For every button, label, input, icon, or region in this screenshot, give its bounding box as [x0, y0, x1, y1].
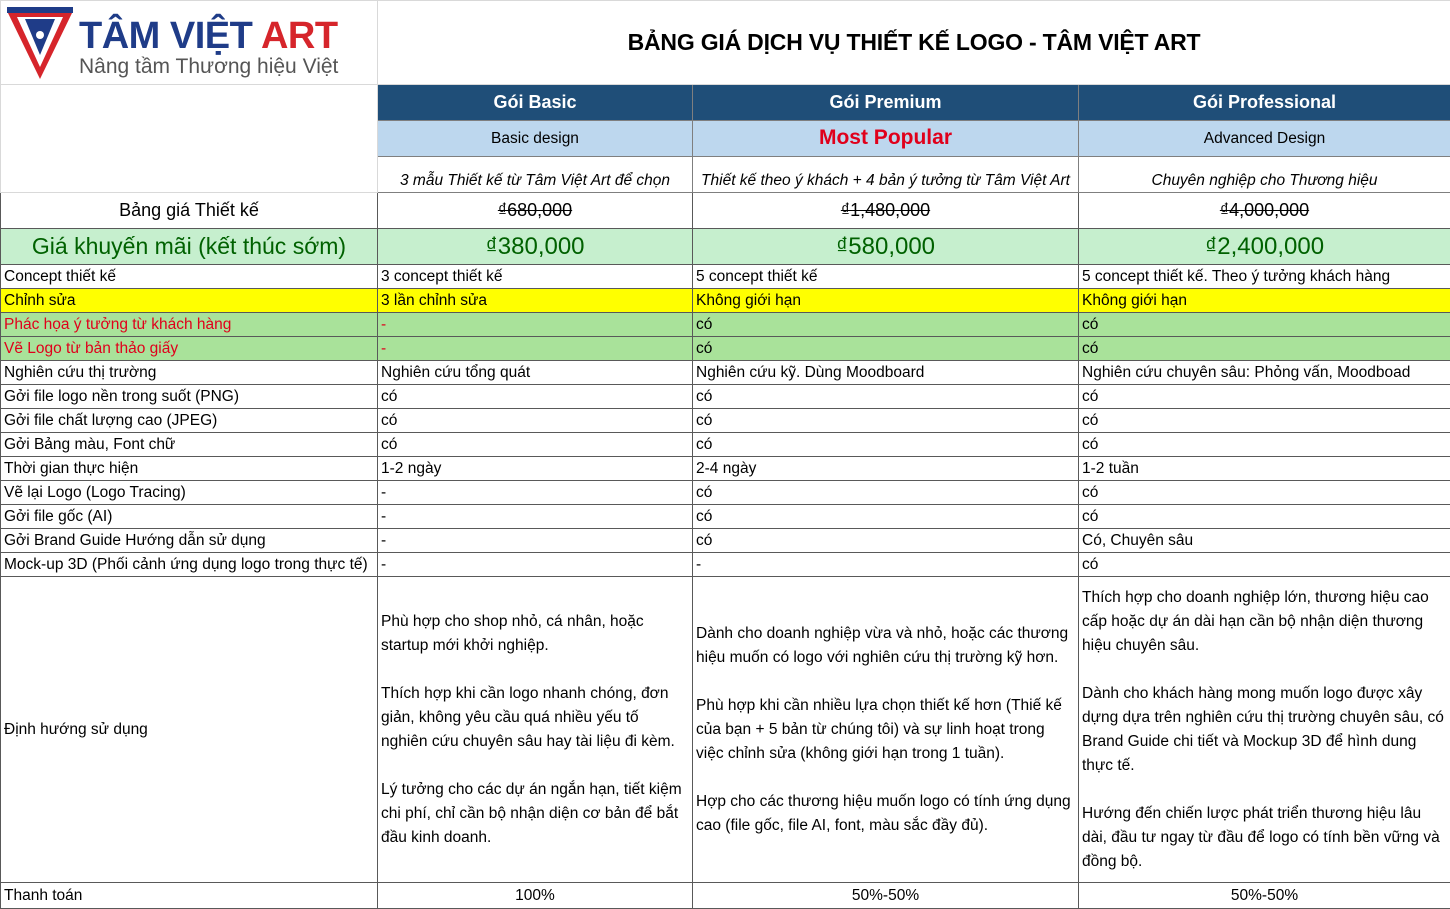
feature-label: Mock-up 3D (Phối cảnh ứng dụng logo trong thực tế)	[1, 553, 378, 577]
feature-value: có	[1079, 553, 1450, 577]
feature-label: Chỉnh sửa	[1, 289, 378, 313]
feature-value: 2-4 ngày	[693, 457, 1079, 481]
feature-value: có	[1079, 337, 1450, 361]
brand-logo	[5, 5, 365, 81]
feature-row	[1, 409, 1450, 433]
feature-value: có	[1079, 433, 1450, 457]
orientation-paragraph: Dành cho doanh nghiệp vừa và nhỏ, hoặc các thương hiệu muốn có logo với nghiên cứu thị trường kỹ hơn.	[696, 622, 1074, 670]
orientation-paragraph: Phù hợp cho shop nhỏ, cá nhân, hoặc startup mới khởi nghiệp.	[381, 610, 688, 658]
pen-nib-logo-icon	[5, 5, 75, 81]
package-tagline-premium: Thiết kế theo ý khách + 4 bản ý tưởng từ Tâm Việt Art	[693, 157, 1079, 193]
feature-row	[1, 337, 1450, 361]
orientation-premium	[693, 577, 1079, 883]
feature-value: có	[1079, 481, 1450, 505]
payment-basic: 100%	[378, 883, 693, 909]
package-header-professional: Gói Professional	[1079, 85, 1450, 121]
payment-professional: 50%-50%	[1079, 883, 1450, 909]
package-tagline-basic: 3 mẫu Thiết kế từ Tâm Việt Art để chọn	[378, 157, 693, 193]
feature-value: có	[1079, 385, 1450, 409]
feature-row	[1, 457, 1450, 481]
package-header-basic: Gói Basic	[378, 85, 693, 121]
package-header-premium: Gói Premium	[693, 85, 1079, 121]
feature-value: có	[693, 505, 1079, 529]
feature-row	[1, 385, 1450, 409]
orientation-basic	[378, 577, 693, 883]
feature-label: Concept thiết kế	[1, 265, 378, 289]
feature-value: Nghiên cứu chuyên sâu: Phỏng vấn, Moodboad	[1079, 361, 1450, 385]
feature-label: Gởi file gốc (AI)	[1, 505, 378, 529]
feature-value: có	[693, 409, 1079, 433]
orientation-paragraph: Hướng đến chiến lược phát triển thương hiệu lâu dài, đầu tư ngay từ đầu để logo có tính bền vững và đồng bộ.	[1082, 802, 1446, 874]
feature-value: Có, Chuyên sâu	[1079, 529, 1450, 553]
feature-row	[1, 433, 1450, 457]
feature-value: Nghiên cứu kỹ. Dùng Moodboard	[693, 361, 1079, 385]
feature-label: Thời gian thực hiện	[1, 457, 378, 481]
orientation-paragraph: Dành cho khách hàng mong muốn logo được xây dựng dựa trên nghiên cứu thị trường chuyên sâu, có Brand Guide chi tiết và Mockup 3D để hình dung thực tế.	[1082, 682, 1446, 778]
feature-value: có	[378, 433, 693, 457]
feature-label: Vẽ lại Logo (Logo Tracing)	[1, 481, 378, 505]
feature-value: 3 lần chỉnh sửa	[378, 289, 693, 313]
feature-value: có	[1079, 313, 1450, 337]
feature-label: Gởi file chất lượng cao (JPEG)	[1, 409, 378, 433]
feature-value: -	[378, 481, 693, 505]
feature-value: Không giới hạn	[1079, 289, 1450, 313]
feature-row	[1, 361, 1450, 385]
feature-value: 5 concept thiết kế	[693, 265, 1079, 289]
feature-row	[1, 265, 1450, 289]
promo-price-premium: ₫580,000	[693, 229, 1079, 265]
feature-value: có	[1079, 409, 1450, 433]
feature-value: có	[693, 337, 1079, 361]
orientation-paragraph: Thích hợp khi cần logo nhanh chóng, đơn giản, không yêu cầu quá nhiều yếu tố nghiên cứu chuyên sâu hay tài liệu đi kèm.	[381, 682, 688, 754]
feature-label: Vẽ Logo từ bản thảo giấy	[1, 337, 378, 361]
feature-row	[1, 505, 1450, 529]
package-subtitle-premium: Most Popular	[693, 121, 1079, 157]
feature-value: có	[693, 313, 1079, 337]
feature-value: -	[378, 529, 693, 553]
feature-value: -	[378, 505, 693, 529]
feature-value: có	[693, 433, 1079, 457]
feature-value: -	[378, 337, 693, 361]
orientation-paragraph: Phù hợp khi cần nhiều lựa chọn thiết kế hơn (Thiế kế của bạn + 5 bản từ chúng tôi) và sự linh hoạt trong việc chỉnh sửa (không giới hạn trong 1 tuần).	[696, 694, 1074, 766]
brand-name	[79, 15, 338, 59]
list-price-professional: ₫4,000,000	[1079, 193, 1450, 229]
feature-label: Gởi file logo nền trong suốt (PNG)	[1, 385, 378, 409]
feature-value: có	[1079, 505, 1450, 529]
feature-value: 1-2 ngày	[378, 457, 693, 481]
feature-value: có	[378, 385, 693, 409]
feature-value: Không giới hạn	[693, 289, 1079, 313]
list-price-basic: ₫680,000	[378, 193, 693, 229]
orientation-professional	[1079, 577, 1450, 883]
feature-label: Gởi Bảng màu, Font chữ	[1, 433, 378, 457]
feature-label: Phác họa ý tưởng từ khách hàng	[1, 313, 378, 337]
feature-value: có	[693, 385, 1079, 409]
feature-label: Nghiên cứu thị trường	[1, 361, 378, 385]
payment-label: Thanh toán	[1, 883, 378, 909]
page-title: BẢNG GIÁ DỊCH VỤ THIẾT KẾ LOGO - TÂM VIỆT ART	[378, 1, 1450, 85]
feature-value: có	[693, 529, 1079, 553]
orientation-paragraph: Hợp cho các thương hiệu muốn logo có tính ứng dụng cao (file gốc, file AI, font, màu sắc đầy đủ).	[696, 790, 1074, 838]
orientation-paragraph: Thích hợp cho doanh nghiệp lớn, thương hiệu cao cấp hoặc dự án dài hạn cần bộ nhận diện thương hiệu chuyên sâu.	[1082, 586, 1446, 658]
feature-value: -	[378, 313, 693, 337]
feature-value: 5 concept thiết kế. Theo ý tưởng khách hàng	[1079, 265, 1450, 289]
list-price-premium: ₫1,480,000	[693, 193, 1079, 229]
brand-name-main: TÂM VIỆT	[79, 15, 261, 57]
feature-value: -	[693, 553, 1079, 577]
feature-row	[1, 553, 1450, 577]
feature-row	[1, 529, 1450, 553]
list-price-label: Bảng giá Thiết kế	[1, 193, 378, 229]
promo-price-label: Giá khuyến mãi (kết thúc sớm)	[1, 229, 378, 265]
feature-value: Nghiên cứu tổng quát	[378, 361, 693, 385]
orientation-label: Định hướng sử dụng	[1, 577, 378, 883]
brand-tagline: Nâng tầm Thương hiệu Việt	[79, 55, 338, 79]
orientation-paragraph: Lý tưởng cho các dự án ngắn hạn, tiết kiệm chi phí, chỉ cần bộ nhận diện cơ bản để bắt đầu kinh doanh.	[381, 778, 688, 850]
feature-row	[1, 481, 1450, 505]
promo-price-professional: ₫2,400,000	[1079, 229, 1450, 265]
feature-value: có	[693, 481, 1079, 505]
feature-value: -	[378, 553, 693, 577]
package-subtitle-professional: Advanced Design	[1079, 121, 1450, 157]
feature-value: 3 concept thiết kế	[378, 265, 693, 289]
feature-row	[1, 289, 1450, 313]
feature-value: 1-2 tuần	[1079, 457, 1450, 481]
feature-label: Gởi Brand Guide Hướng dẫn sử dụng	[1, 529, 378, 553]
empty-corner	[1, 85, 378, 193]
feature-row	[1, 313, 1450, 337]
logo-cell	[1, 1, 378, 85]
package-subtitle-basic: Basic design	[378, 121, 693, 157]
feature-value: có	[378, 409, 693, 433]
promo-price-basic: ₫380,000	[378, 229, 693, 265]
package-tagline-professional: Chuyên nghiệp cho Thương hiệu	[1079, 157, 1450, 193]
brand-name-accent: ART	[261, 15, 338, 57]
payment-premium: 50%-50%	[693, 883, 1079, 909]
